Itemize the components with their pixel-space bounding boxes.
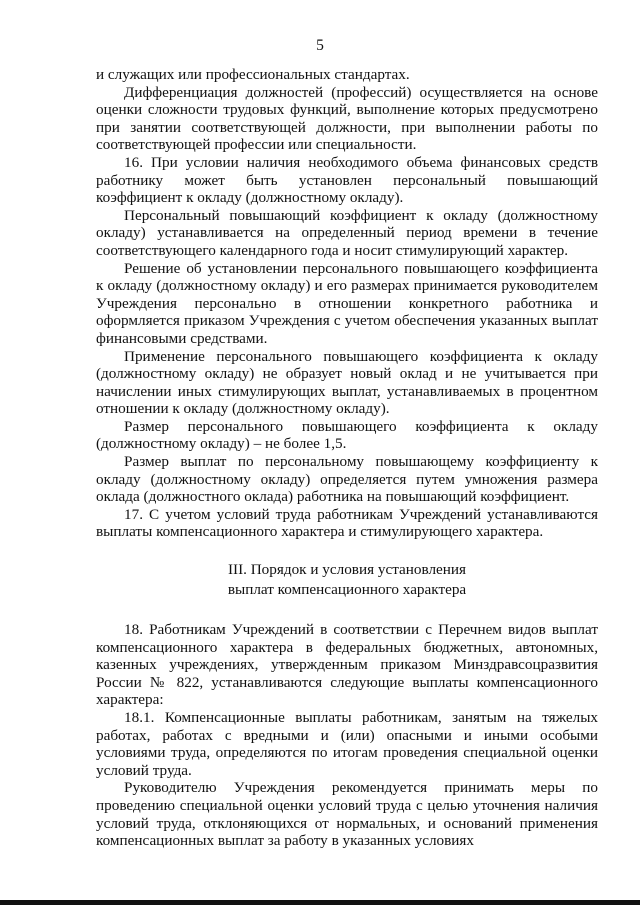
paragraphs-bottom bbox=[96, 621, 598, 850]
paragraph: 18. Работникам Учреждений в соответствии с Перечнем видов выплат компенсационного характера в федеральных бюджетных, автономных, казенных учреждениях, утвержденным приказом Минздравсоцразвития России № 822, устанавливаются следующие выплаты компенсационного характера: bbox=[96, 621, 598, 709]
paragraph: Руководителю Учреждения рекомендуется принимать меры по проведению специальной оценки условий труда с целью уточнения наличия условий труда, отклоняющихся от нормальных, и оснований применения компенсационных выплат за работу в указанных условиях bbox=[96, 779, 598, 850]
paragraph: Решение об установлении персонального повышающего коэффициента к окладу (должностному окладу) и его размерах принимается руководителем Учреждения персонально в отношении конкретного работника и оформляется приказом Учреждения с учетом обеспечения указанных выплат финансовыми средствами. bbox=[96, 259, 598, 347]
paragraph: и служащих или профессиональных стандартах. bbox=[96, 66, 410, 83]
paragraphs-top bbox=[96, 66, 598, 541]
paragraph: Размер выплат по персональному повышающему коэффициенту к окладу (должностному окладу) определяется путем умножения размера оклада (должностного оклада) работника на повышающий коэффициент. bbox=[96, 453, 598, 506]
paragraph: Применение персонального повышающего коэффициента к окладу (должностному окладу) не образует новый оклад и не учитывается при начислении иных стимулирующих выплат, устанавливаемых в процентном отношении к окладу (должностному окладу). bbox=[96, 347, 598, 418]
paragraph: 16. При условии наличия необходимого объема финансовых средств работнику может быть установлен персональный повышающий коэффициент к окладу (должностному окладу). bbox=[96, 153, 598, 207]
section-heading-line-2: выплат компенсационного характера bbox=[227, 581, 467, 599]
document-body bbox=[96, 66, 598, 850]
bottom-edge-rule bbox=[0, 900, 640, 905]
section-heading bbox=[96, 560, 598, 600]
page-number: 5 bbox=[316, 37, 324, 54]
paragraph: Дифференциация должностей (профессий) осуществляется на основе оценки сложности трудовых функций, выполнение которых предусмотрено при занятии соответствующей должности, при выполнении работы по соответствующей профессии или специальности. bbox=[96, 83, 598, 154]
paragraph: 17. С учетом условий труда работникам Учреждений устанавливаются выплаты компенсационного характера и стимулирующего характера. bbox=[96, 505, 598, 541]
section-heading-line-1: III. Порядок и условия установления bbox=[227, 561, 467, 579]
paragraph: 18.1. Компенсационные выплаты работникам, занятым на тяжелых работах, работах с вредными и (или) опасными и иными особыми условиями труда, определяются по итогам проведения специальной оценки условий труда. bbox=[96, 709, 598, 779]
paragraph: Размер персонального повышающего коэффициента к окладу (должностному окладу) – не более 1,5. bbox=[96, 417, 598, 453]
paragraph: Персональный повышающий коэффициент к окладу (должностному окладу) устанавливается на определенный период времени в течение соответствующего календарного года и носит стимулирующий характер. bbox=[96, 206, 598, 259]
